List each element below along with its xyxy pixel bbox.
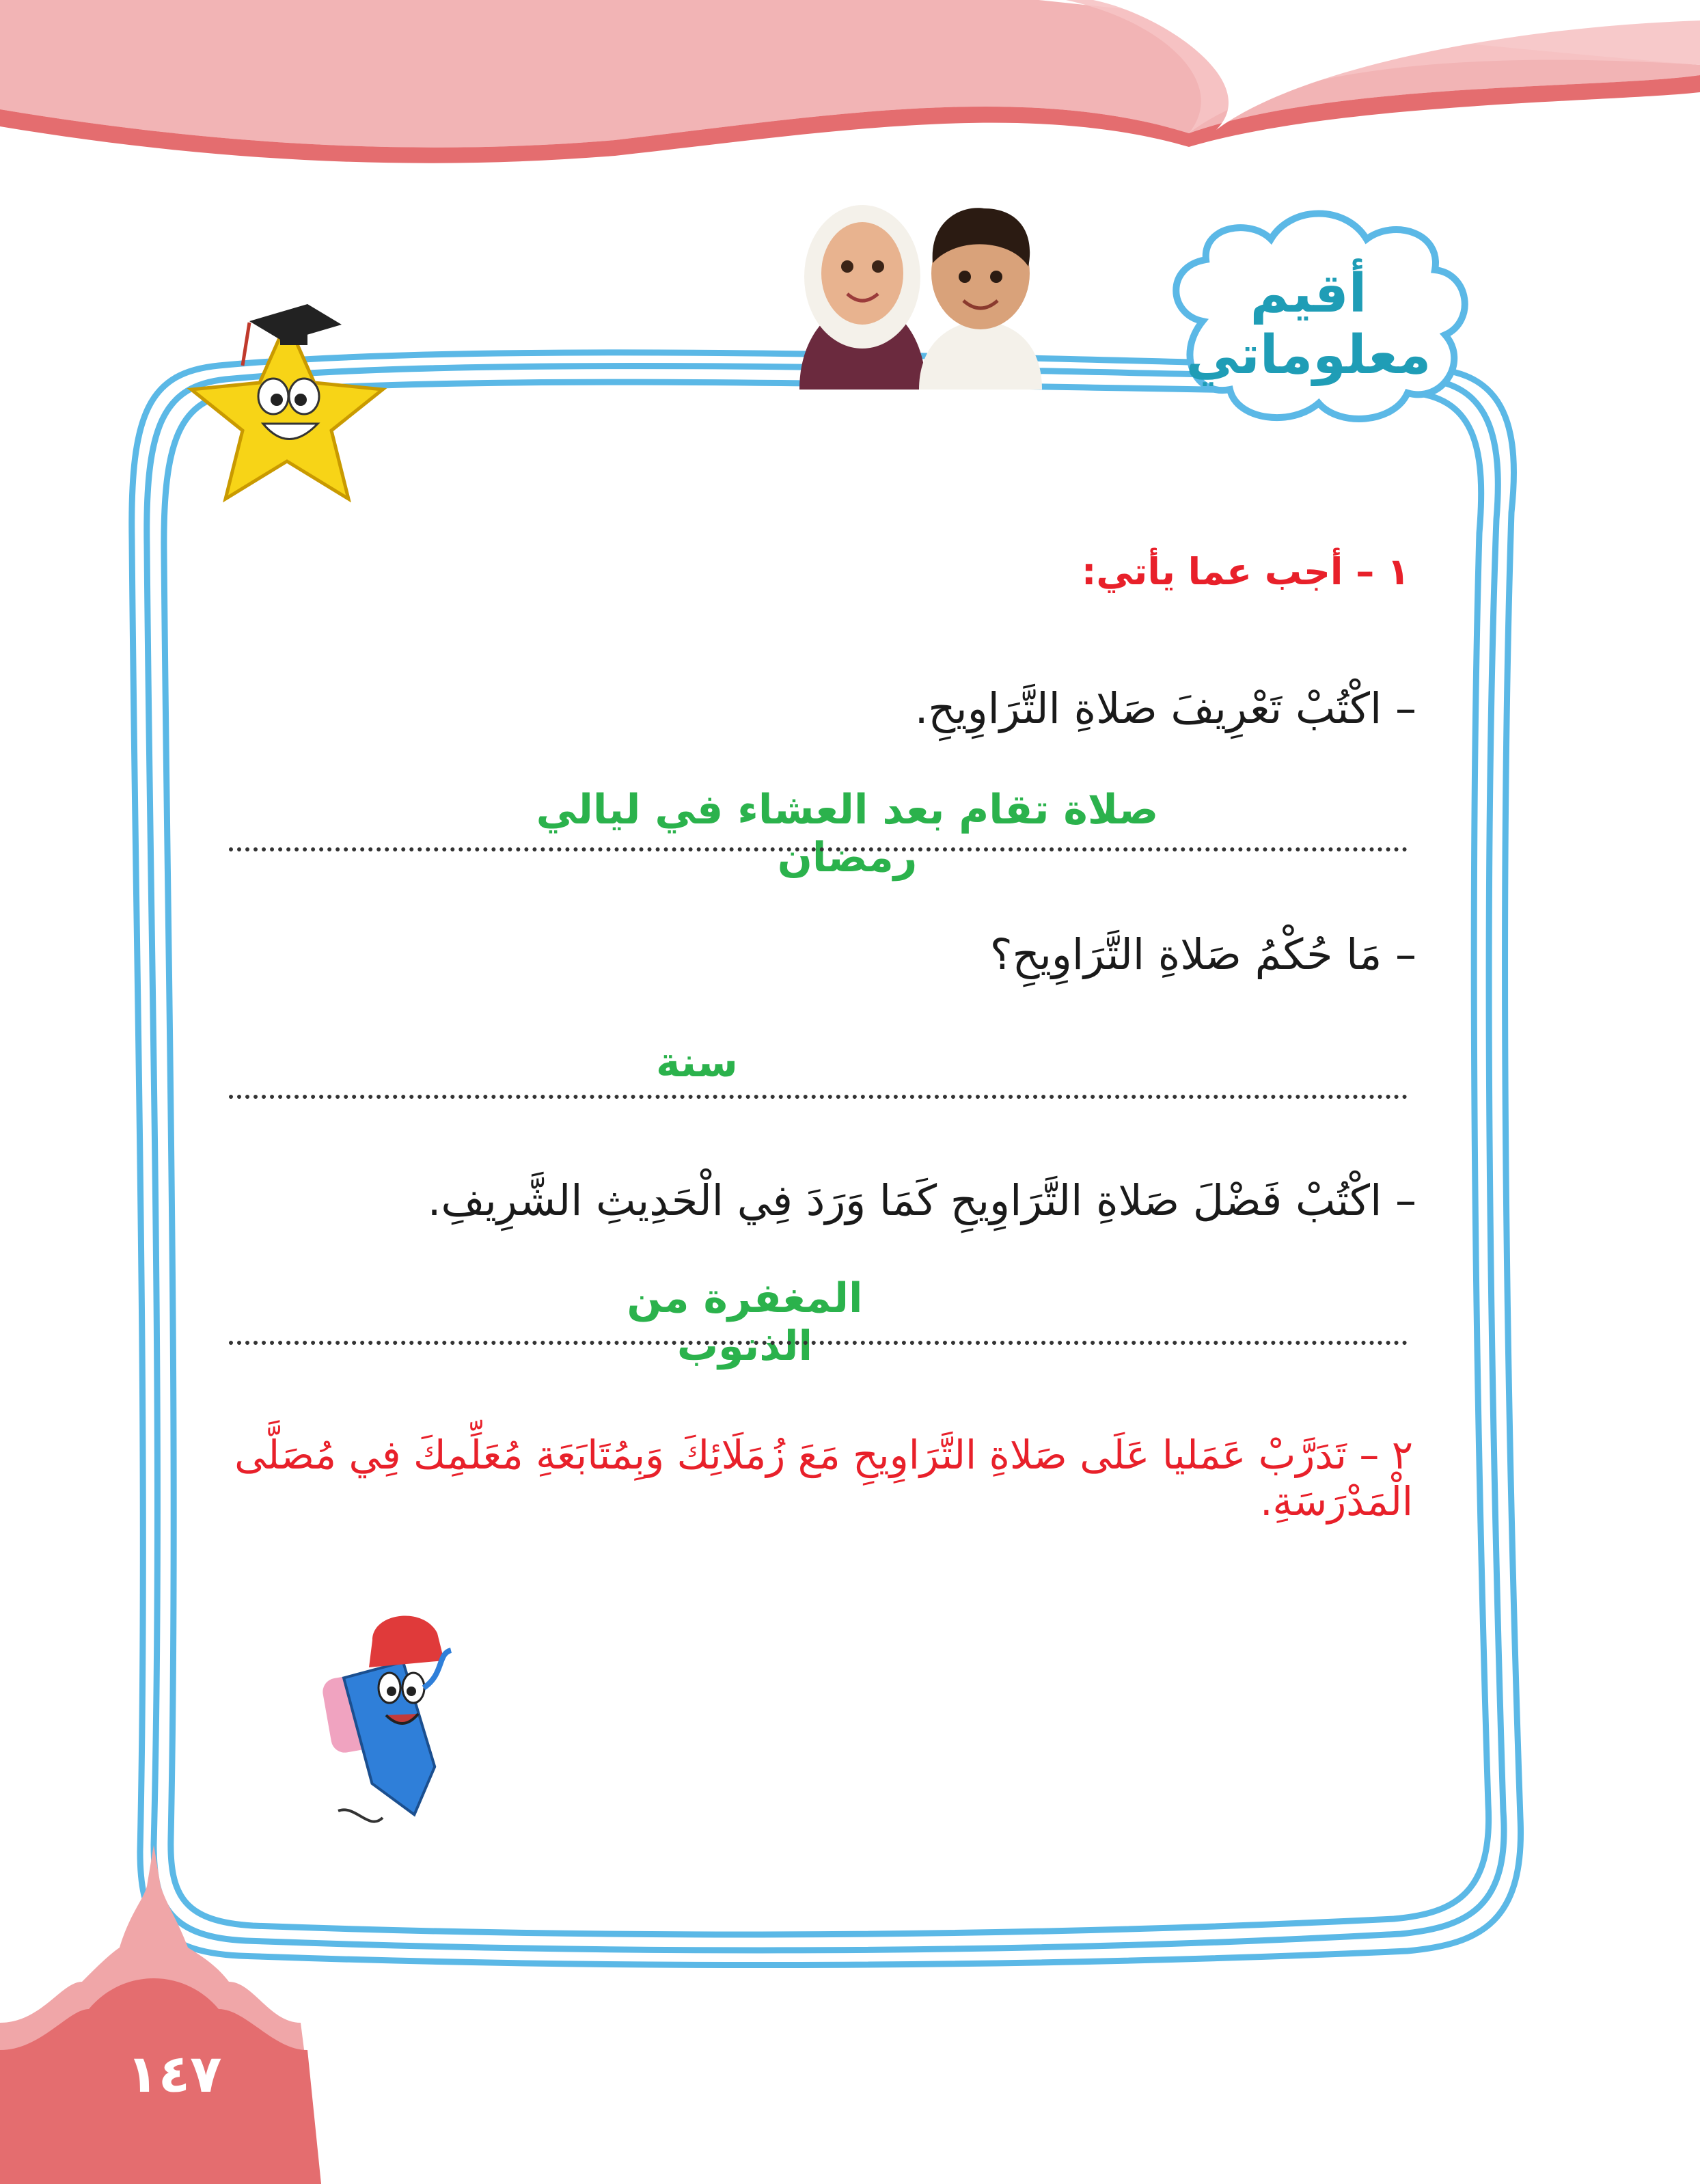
question-1c-prompt: – اكْتُبْ فَضْلَ صَلاةِ التَّرَاوِيحِ كَمَا وَرَدَ فِي الْحَدِيثِ الشَّرِيفِ. xyxy=(427,1175,1416,1225)
answer-line-3 xyxy=(229,1341,1408,1345)
answer-line-2 xyxy=(229,1095,1408,1099)
children-icon xyxy=(799,205,1042,390)
footer-dome xyxy=(0,1845,321,2184)
question-1b-answer: سنة xyxy=(656,1039,738,1087)
question-2: ٢ – تَدَرَّبْ عَمَليا عَلَى صَلاةِ التَّرَاوِيحِ مَعَ زُمَلَائِكَ وَبِمُتَابَعَةِ مُعَلِّمِكَ فِي مُصَلَّى الْمَدْرَسَةِ. xyxy=(234,1432,1413,1525)
question-1c-answer: المغفرة من الذنوب xyxy=(627,1274,863,1370)
page-number: ١٤٧ xyxy=(126,2043,222,2104)
pencil-mascot-icon xyxy=(320,1616,451,1823)
question-1-heading: ١ – أجب عما يأتي: xyxy=(1081,550,1410,593)
section-title-line2: معلوماتي xyxy=(1185,325,1431,386)
star-mascot-icon xyxy=(191,304,383,499)
answer-line-1 xyxy=(229,847,1408,851)
question-1a-answer: صلاة تقام بعد العشاء في ليالي رمضان xyxy=(536,786,1159,882)
section-title xyxy=(1165,263,1452,386)
question-1a-prompt: – اكْتُبْ تَعْرِيفَ صَلاةِ التَّرَاوِيحِ. xyxy=(914,683,1416,733)
question-1b-prompt: – مَا حُكْمُ صَلاةِ التَّرَاوِيحِ؟ xyxy=(989,929,1416,979)
section-title-line1: أقيم xyxy=(1250,263,1367,325)
